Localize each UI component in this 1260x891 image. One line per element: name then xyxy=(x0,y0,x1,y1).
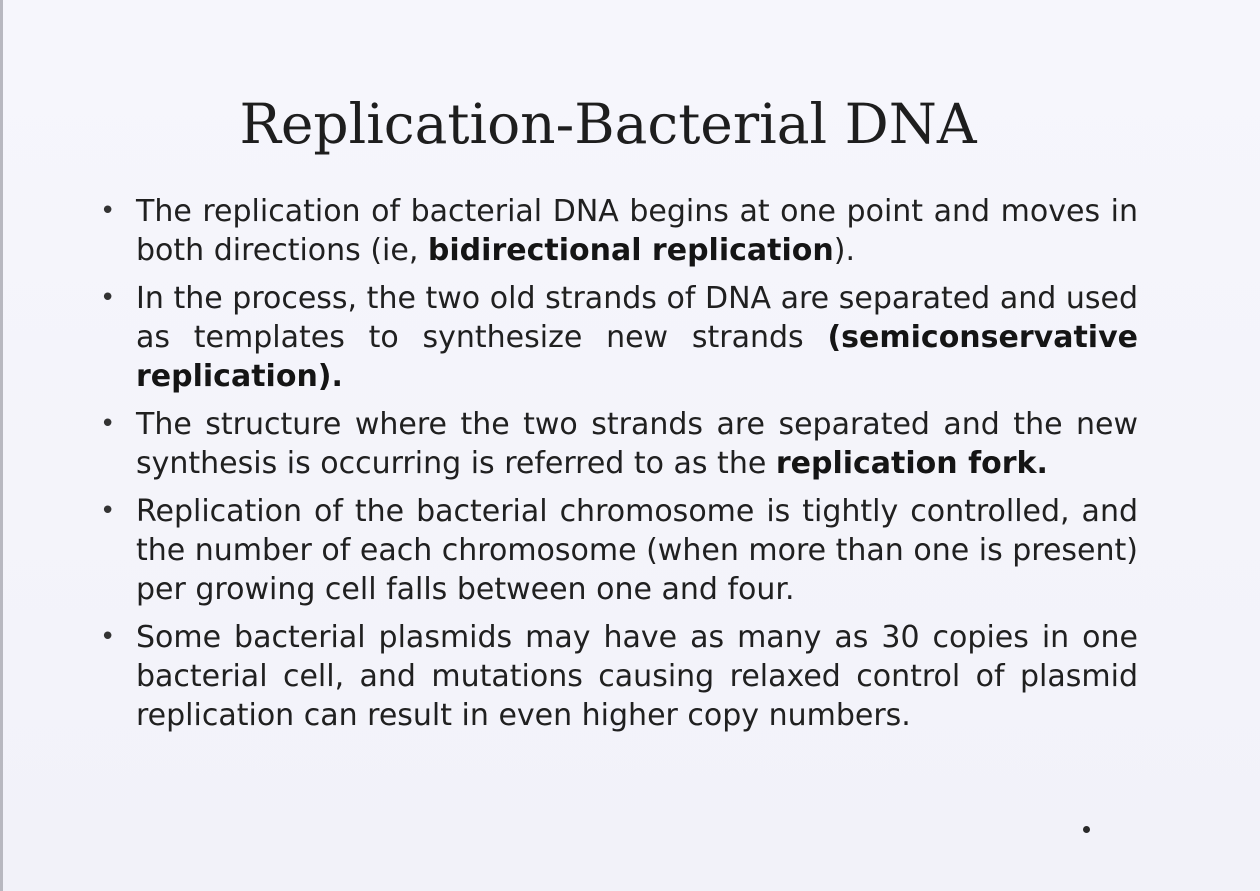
bullet-list xyxy=(98,192,1138,744)
bullet-text: Some bacterial plasmids may have as many as 30 copies in one bacterial cell, and mutations causing relaxed control of plasmid replication can result in even higher copy numbers. xyxy=(136,620,1138,733)
bullet-bold-text: bidirectional replication xyxy=(427,233,834,268)
bullet-item xyxy=(98,192,1138,270)
bullet-text: Replication of the bacterial chromosome is tightly controlled, and the number of each chromosome (when more than one is present) per growing cell falls between one and four. xyxy=(136,494,1138,607)
bullet-icon: • xyxy=(100,283,116,313)
bullet-text: The replication of bacterial DNA begins at one point and moves in both directions (ie, xyxy=(136,194,1138,268)
bullet-text: In the process, the two old strands of DNA are separated and used as templates to synthesize new strands xyxy=(136,281,1138,355)
bullet-item xyxy=(98,279,1138,396)
bullet-item xyxy=(98,492,1138,609)
bullet-icon: • xyxy=(100,496,116,526)
bullet-item xyxy=(98,618,1138,735)
bullet-text: The structure where the two strands are separated and the new synthesis is occurring is referred to as the xyxy=(136,407,1138,481)
bullet-icon: • xyxy=(100,196,116,226)
slide-title: Replication-Bacterial DNA xyxy=(239,92,977,156)
bullet-icon: • xyxy=(100,622,116,652)
bullet-bold-text: (semiconservative replication). xyxy=(136,320,1138,394)
bullet-icon: • xyxy=(100,409,116,439)
bullet-text-end: ). xyxy=(833,233,855,268)
bullet-item xyxy=(98,405,1138,483)
scan-speck xyxy=(1083,826,1090,833)
bullet-bold-text: replication fork. xyxy=(775,446,1048,481)
